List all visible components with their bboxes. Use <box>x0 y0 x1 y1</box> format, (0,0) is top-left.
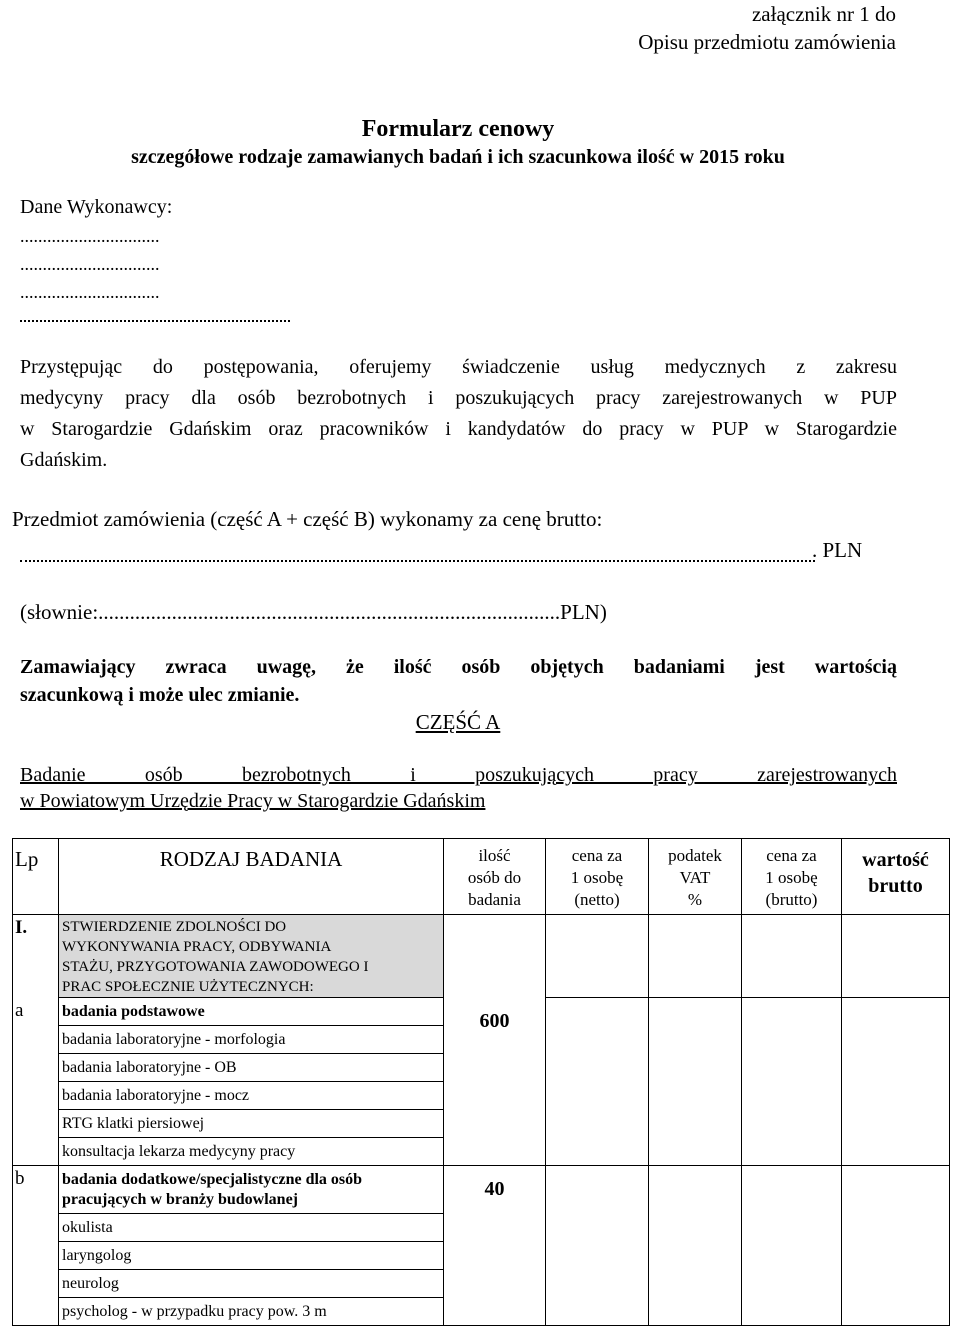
notice-line-1: Zamawiający zwraca uwagę, że ilość osób objętych badaniami jest wartością <box>20 656 897 678</box>
attachment-line-2: Opisu przedmiotu zamówienia <box>638 30 896 54</box>
group-a-title: badania podstawowe <box>59 998 444 1026</box>
table-header-row <box>13 839 950 915</box>
notice-line-2: szacunkową i może ulec zmianie. <box>20 684 300 706</box>
intro-line-3: w Starogardzie Gdańskim oraz pracowników i kandydatów do pracy w PUP w Starogardzie <box>20 418 897 440</box>
part-a-desc-line-2: w Powiatowym Urzędzie Pracy w Starogardzie Gdańskim <box>20 790 486 812</box>
section-i-cena-brutto <box>742 915 842 998</box>
table-row-section-i <box>13 915 950 998</box>
group-a-vat <box>649 998 742 1166</box>
part-a-desc-line-1: Badanie osób bezrobotnych i poszukujących pracy zarejestrowanych <box>20 764 897 786</box>
list-item: RTG klatki piersiowej <box>59 1110 444 1138</box>
contractor-line-4 <box>20 320 290 322</box>
document-subtitle: szczegółowe rodzaje zamawianych badań i ich szacunkowa ilość w 2015 roku <box>131 146 785 168</box>
price-currency: . PLN <box>812 538 863 562</box>
section-i-ilosc <box>444 915 546 998</box>
header-cena-brutto: cena za 1 osobę (brutto) <box>742 839 842 915</box>
group-a-lp: a <box>13 998 59 1166</box>
section-i-lp: I. <box>13 915 59 998</box>
contractor-line-2: ............................... <box>20 254 160 274</box>
contractor-label: Dane Wykonawcy: <box>20 196 173 218</box>
list-item: okulista <box>59 1214 444 1242</box>
intro-line-1: Przystępując do postępowania, oferujemy świadczenie usług medycznych z zakresu <box>20 356 897 378</box>
list-item: laryngolog <box>59 1242 444 1270</box>
group-b-title: badania dodatkowe/specjalistyczne dla osób pracujących w branży budowlanej <box>59 1166 444 1214</box>
section-i-vat <box>649 915 742 998</box>
contractor-line-3: ............................... <box>20 282 160 302</box>
document-title: Formularz cenowy <box>361 116 555 142</box>
section-i-wartosc <box>842 915 950 998</box>
group-b-vat <box>649 1166 742 1326</box>
group-a-cena-brutto <box>742 998 842 1166</box>
group-b-lp: b <box>13 1166 59 1326</box>
list-item: badania laboratoryjne - mocz <box>59 1082 444 1110</box>
header-cena-netto: cena za 1 osobę (netto) <box>546 839 649 915</box>
header-wartosc: wartość brutto <box>842 839 950 915</box>
price-heading: Przedmiot zamówienia (część A + część B) wykonamy za cenę brutto: <box>12 507 603 531</box>
contractor-line-1: ............................... <box>20 226 160 246</box>
price-in-words: (słownie:........................................................................................PLN) <box>20 600 607 624</box>
price-table <box>12 838 950 1326</box>
attachment-line-1: załącznik nr 1 do <box>751 2 896 26</box>
list-item: konsultacja lekarza medycyny pracy <box>59 1138 444 1166</box>
price-amount-line <box>20 560 815 562</box>
part-a-label: CZĘŚĆ A <box>415 710 501 734</box>
header-lp: Lp <box>13 839 59 915</box>
section-i-cena-netto <box>546 915 649 998</box>
group-a-cena-netto <box>546 998 649 1166</box>
intro-line-2: medycyny pracy dla osób bezrobotnych i poszukujących pracy zarejestrowanych w PUP <box>20 387 897 409</box>
list-item: badania laboratoryjne - OB <box>59 1054 444 1082</box>
group-b-wartosc <box>842 1166 950 1326</box>
group-b-quantity: 40 <box>444 1166 546 1326</box>
table-row-group-a <box>13 998 950 1026</box>
list-item: neurolog <box>59 1270 444 1298</box>
header-vat: podatek VAT % <box>649 839 742 915</box>
list-item: psycholog - w przypadku pracy pow. 3 m <box>59 1298 444 1326</box>
group-a-wartosc <box>842 998 950 1166</box>
header-rodzaj: RODZAJ BADANIA <box>59 839 444 915</box>
intro-line-4: Gdańskim. <box>20 449 108 471</box>
list-item: badania laboratoryjne - morfologia <box>59 1026 444 1054</box>
group-b-cena-netto <box>546 1166 649 1326</box>
section-i-title: STWIERDZENIE ZDOLNOŚCI DO WYKONYWANIA PRACY, ODBYWANIA STAŻU, PRZYGOTOWANIA ZAWODOWEGO I PRAC SPOŁECZNIE UŻYTECZNYCH: <box>59 915 444 998</box>
group-a-quantity: 600 <box>444 998 546 1166</box>
attachment-note <box>638 0 896 56</box>
header-ilosc: ilość osób do badania <box>444 839 546 915</box>
group-b-cena-brutto <box>742 1166 842 1326</box>
table-row-group-b <box>13 1166 950 1214</box>
